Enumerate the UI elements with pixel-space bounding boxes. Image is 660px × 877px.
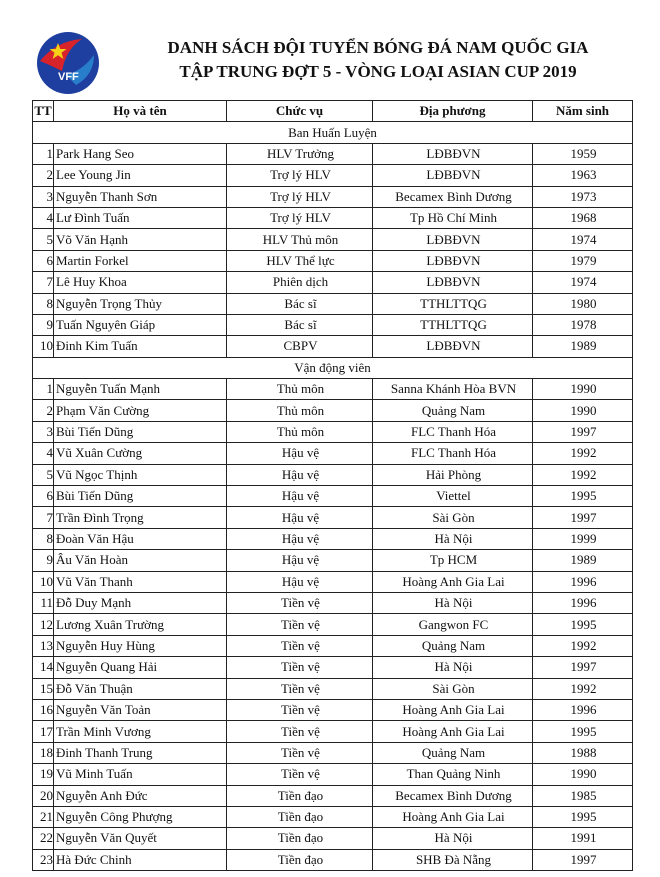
- row-club: Sanna Khánh Hòa BVN: [373, 379, 533, 400]
- row-birth-year: 1992: [533, 464, 633, 485]
- row-club: Becamex Bình Dương: [373, 186, 533, 207]
- row-number: 15: [33, 678, 54, 699]
- row-name: Phạm Văn Cường: [54, 400, 227, 421]
- row-club: Tp HCM: [373, 550, 533, 571]
- table-row: [33, 314, 633, 335]
- row-club: TTHLTTQG: [373, 293, 533, 314]
- row-position: Bác sĩ: [227, 293, 373, 314]
- row-number: 2: [33, 165, 54, 186]
- row-birth-year: 1963: [533, 165, 633, 186]
- row-birth-year: 1974: [533, 229, 633, 250]
- row-position: Hậu vệ: [227, 528, 373, 549]
- table-row: [33, 229, 633, 250]
- page-title: [108, 36, 648, 84]
- row-name: Bùi Tiến Dũng: [54, 486, 227, 507]
- table-row: [33, 806, 633, 827]
- row-name: Bùi Tiến Dũng: [54, 421, 227, 442]
- row-number: 5: [33, 229, 54, 250]
- row-club: Tp Hồ Chí Minh: [373, 207, 533, 228]
- row-name: Vũ Xuân Cường: [54, 443, 227, 464]
- table-row: [33, 528, 633, 549]
- row-birth-year: 1988: [533, 742, 633, 763]
- row-number: 5: [33, 464, 54, 485]
- row-club: Hoàng Anh Gia Lai: [373, 699, 533, 720]
- row-club: Hà Nội: [373, 828, 533, 849]
- row-position: Tiền vệ: [227, 657, 373, 678]
- row-birth-year: 1997: [533, 421, 633, 442]
- row-club: LĐBĐVN: [373, 272, 533, 293]
- table-row: [33, 657, 633, 678]
- row-number: 13: [33, 635, 54, 656]
- row-club: TTHLTTQG: [373, 314, 533, 335]
- row-name: Nguyễn Trọng Thủy: [54, 293, 227, 314]
- row-name: Vũ Văn Thanh: [54, 571, 227, 592]
- row-number: 9: [33, 550, 54, 571]
- table-row: [33, 336, 633, 357]
- row-birth-year: 1997: [533, 849, 633, 870]
- row-birth-year: 1980: [533, 293, 633, 314]
- row-birth-year: 1997: [533, 507, 633, 528]
- row-position: Trợ lý HLV: [227, 207, 373, 228]
- row-position: Thủ môn: [227, 400, 373, 421]
- table-row: [33, 250, 633, 271]
- table-row: [33, 635, 633, 656]
- row-name: Hà Đức Chinh: [54, 849, 227, 870]
- row-club: Gangwon FC: [373, 614, 533, 635]
- row-name: Trần Đình Trọng: [54, 507, 227, 528]
- row-name: Lê Huy Khoa: [54, 272, 227, 293]
- col-header-position: Chức vụ: [227, 101, 373, 122]
- row-name: Đỗ Văn Thuận: [54, 678, 227, 699]
- row-position: HLV Trưởng: [227, 143, 373, 164]
- table-row: [33, 742, 633, 763]
- col-header-name: Họ và tên: [54, 101, 227, 122]
- table-row: [33, 550, 633, 571]
- table-row: [33, 464, 633, 485]
- row-number: 6: [33, 250, 54, 271]
- table-row: [33, 849, 633, 870]
- row-club: SHB Đà Nẵng: [373, 849, 533, 870]
- row-birth-year: 1990: [533, 400, 633, 421]
- row-position: Tiền vệ: [227, 614, 373, 635]
- row-name: Nguyễn Văn Toản: [54, 699, 227, 720]
- row-name: Nguyễn Văn Quyết: [54, 828, 227, 849]
- row-name: Martin Forkel: [54, 250, 227, 271]
- row-number: 4: [33, 207, 54, 228]
- row-name: Nguyễn Quang Hải: [54, 657, 227, 678]
- row-name: Đoàn Văn Hậu: [54, 528, 227, 549]
- row-number: 12: [33, 614, 54, 635]
- table-row: [33, 699, 633, 720]
- row-position: Tiền vệ: [227, 721, 373, 742]
- col-header-tt: TT: [33, 101, 54, 122]
- row-birth-year: 1974: [533, 272, 633, 293]
- row-position: Thủ môn: [227, 421, 373, 442]
- row-name: Vũ Minh Tuấn: [54, 764, 227, 785]
- row-name: Trần Minh Vương: [54, 721, 227, 742]
- row-birth-year: 1979: [533, 250, 633, 271]
- row-birth-year: 1959: [533, 143, 633, 164]
- row-name: Vũ Ngọc Thịnh: [54, 464, 227, 485]
- section-header-row: [33, 357, 633, 378]
- row-position: CBPV: [227, 336, 373, 357]
- row-number: 10: [33, 336, 54, 357]
- row-number: 4: [33, 443, 54, 464]
- section-title: Vận động viên: [33, 357, 633, 378]
- title-line-2: TẬP TRUNG ĐỢT 5 - VÒNG LOẠI ASIAN CUP 2019: [179, 62, 577, 81]
- row-name: Nguyễn Huy Hùng: [54, 635, 227, 656]
- row-club: FLC Thanh Hóa: [373, 421, 533, 442]
- row-position: Hậu vệ: [227, 464, 373, 485]
- row-birth-year: 1989: [533, 550, 633, 571]
- row-birth-year: 1990: [533, 764, 633, 785]
- row-number: 1: [33, 143, 54, 164]
- row-birth-year: 1997: [533, 657, 633, 678]
- row-club: LĐBĐVN: [373, 165, 533, 186]
- row-club: LĐBĐVN: [373, 336, 533, 357]
- row-number: 3: [33, 421, 54, 442]
- row-position: Tiền đạo: [227, 806, 373, 827]
- row-club: Hà Nội: [373, 657, 533, 678]
- row-club: Becamex Bình Dương: [373, 785, 533, 806]
- row-position: Bác sĩ: [227, 314, 373, 335]
- row-name: Đỗ Duy Mạnh: [54, 592, 227, 613]
- table-row: [33, 828, 633, 849]
- row-position: Tiền vệ: [227, 764, 373, 785]
- row-position: Tiền vệ: [227, 742, 373, 763]
- row-number: 22: [33, 828, 54, 849]
- row-position: Trợ lý HLV: [227, 186, 373, 207]
- row-birth-year: 1992: [533, 443, 633, 464]
- table-row: [33, 507, 633, 528]
- row-position: Trợ lý HLV: [227, 165, 373, 186]
- row-club: Hà Nội: [373, 528, 533, 549]
- row-name: Đinh Kim Tuấn: [54, 336, 227, 357]
- row-position: HLV Thể lực: [227, 250, 373, 271]
- row-birth-year: 1996: [533, 571, 633, 592]
- row-position: Tiền đạo: [227, 828, 373, 849]
- row-number: 18: [33, 742, 54, 763]
- section-header-row: [33, 122, 633, 143]
- row-position: Hậu vệ: [227, 507, 373, 528]
- row-number: 3: [33, 186, 54, 207]
- row-name: Nguyễn Anh Đức: [54, 785, 227, 806]
- row-name: Nguyễn Công Phượng: [54, 806, 227, 827]
- table-row: [33, 421, 633, 442]
- row-birth-year: 1978: [533, 314, 633, 335]
- row-club: Quảng Nam: [373, 400, 533, 421]
- row-number: 7: [33, 272, 54, 293]
- row-birth-year: 1996: [533, 592, 633, 613]
- row-number: 14: [33, 657, 54, 678]
- row-position: Tiền vệ: [227, 592, 373, 613]
- row-number: 10: [33, 571, 54, 592]
- row-birth-year: 1996: [533, 699, 633, 720]
- roster-body: [33, 122, 633, 871]
- row-club: Quảng Nam: [373, 742, 533, 763]
- section-title: Ban Huấn Luyện: [33, 122, 633, 143]
- row-club: Viettel: [373, 486, 533, 507]
- row-birth-year: 1990: [533, 379, 633, 400]
- row-number: 11: [33, 592, 54, 613]
- row-position: Hậu vệ: [227, 550, 373, 571]
- row-number: 1: [33, 379, 54, 400]
- row-number: 17: [33, 721, 54, 742]
- table-row: [33, 272, 633, 293]
- table-row: [33, 165, 633, 186]
- table-row: [33, 207, 633, 228]
- row-number: 16: [33, 699, 54, 720]
- row-birth-year: 1989: [533, 336, 633, 357]
- row-club: Quảng Nam: [373, 635, 533, 656]
- table-header-row: [33, 101, 633, 122]
- table-row: [33, 764, 633, 785]
- row-number: 8: [33, 528, 54, 549]
- row-club: Hà Nội: [373, 592, 533, 613]
- row-name: Nguyễn Thanh Sơn: [54, 186, 227, 207]
- row-position: Thủ môn: [227, 379, 373, 400]
- row-birth-year: 1973: [533, 186, 633, 207]
- row-club: Hải Phòng: [373, 464, 533, 485]
- row-name: Lương Xuân Trường: [54, 614, 227, 635]
- table-row: [33, 400, 633, 421]
- col-header-birth-year: Năm sinh: [533, 101, 633, 122]
- table-row: [33, 614, 633, 635]
- row-club: LĐBĐVN: [373, 229, 533, 250]
- table-row: [33, 293, 633, 314]
- row-name: Nguyễn Tuấn Mạnh: [54, 379, 227, 400]
- row-name: Âu Văn Hoàn: [54, 550, 227, 571]
- row-position: Hậu vệ: [227, 443, 373, 464]
- table-row: [33, 721, 633, 742]
- row-number: 19: [33, 764, 54, 785]
- row-birth-year: 1992: [533, 678, 633, 699]
- row-club: Than Quảng Ninh: [373, 764, 533, 785]
- row-number: 6: [33, 486, 54, 507]
- row-position: Tiền vệ: [227, 635, 373, 656]
- table-row: [33, 571, 633, 592]
- table-row: [33, 186, 633, 207]
- row-name: Lư Đình Tuấn: [54, 207, 227, 228]
- row-birth-year: 1995: [533, 614, 633, 635]
- row-number: 23: [33, 849, 54, 870]
- col-header-club: Địa phương: [373, 101, 533, 122]
- row-birth-year: 1985: [533, 785, 633, 806]
- row-club: LĐBĐVN: [373, 143, 533, 164]
- row-name: Đinh Thanh Trung: [54, 742, 227, 763]
- row-name: Park Hang Seo: [54, 143, 227, 164]
- row-birth-year: 1968: [533, 207, 633, 228]
- row-club: LĐBĐVN: [373, 250, 533, 271]
- row-number: 20: [33, 785, 54, 806]
- row-position: Hậu vệ: [227, 571, 373, 592]
- table-row: [33, 443, 633, 464]
- row-position: HLV Thủ môn: [227, 229, 373, 250]
- row-position: Phiên dịch: [227, 272, 373, 293]
- row-number: 8: [33, 293, 54, 314]
- row-position: Hậu vệ: [227, 486, 373, 507]
- row-club: Sài Gòn: [373, 507, 533, 528]
- row-birth-year: 1995: [533, 721, 633, 742]
- row-club: Hoàng Anh Gia Lai: [373, 806, 533, 827]
- vff-logo: [36, 31, 100, 95]
- row-number: 21: [33, 806, 54, 827]
- table-row: [33, 379, 633, 400]
- roster-table: [32, 100, 633, 871]
- row-name: Lee Young Jin: [54, 165, 227, 186]
- row-number: 2: [33, 400, 54, 421]
- table-row: [33, 678, 633, 699]
- row-birth-year: 1999: [533, 528, 633, 549]
- row-position: Tiền vệ: [227, 699, 373, 720]
- table-row: [33, 785, 633, 806]
- row-club: Sài Gòn: [373, 678, 533, 699]
- row-club: FLC Thanh Hóa: [373, 443, 533, 464]
- row-club: Hoàng Anh Gia Lai: [373, 721, 533, 742]
- row-birth-year: 1991: [533, 828, 633, 849]
- row-birth-year: 1995: [533, 486, 633, 507]
- row-position: Tiền đạo: [227, 785, 373, 806]
- row-name: Tuấn Nguyên Giáp: [54, 314, 227, 335]
- row-club: Hoàng Anh Gia Lai: [373, 571, 533, 592]
- row-name: Võ Văn Hạnh: [54, 229, 227, 250]
- table-row: [33, 486, 633, 507]
- row-position: Tiền đạo: [227, 849, 373, 870]
- row-position: Tiền vệ: [227, 678, 373, 699]
- table-row: [33, 143, 633, 164]
- row-birth-year: 1992: [533, 635, 633, 656]
- table-row: [33, 592, 633, 613]
- row-birth-year: 1995: [533, 806, 633, 827]
- title-line-1: DANH SÁCH ĐỘI TUYỂN BÓNG ĐÁ NAM QUỐC GIA: [167, 38, 589, 57]
- row-number: 9: [33, 314, 54, 335]
- logo-text: VFF: [58, 71, 79, 83]
- row-number: 7: [33, 507, 54, 528]
